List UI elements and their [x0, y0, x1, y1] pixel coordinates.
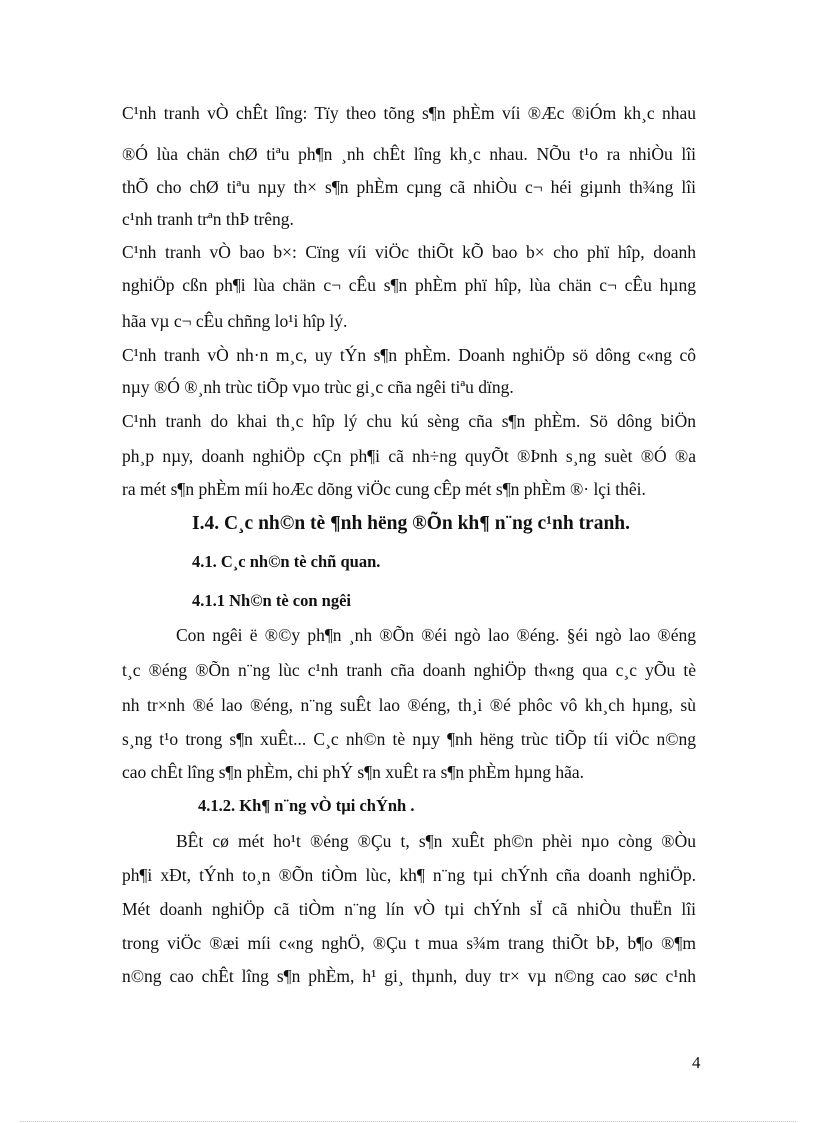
body-line: ph¶i xÐt, tÝnh to¸n ®Õn tiÒm lùc, kh¶ n¨ng tµi chÝnh cña doanh nghiÖp.	[122, 865, 696, 885]
body-line: Mét doanh nghiÖp cã tiÒm n¨ng lín vÒ tµi chÝnh sÏ cã nhiÒu thuËn lîi	[122, 899, 696, 919]
body-line: nghiÖp cßn ph¶i lùa chän c¬ cÊu s¶n phÈm phï hîp, lùa chän c¬ cÊu hµng	[122, 275, 696, 295]
body-line: trong viÖc ®æi míi c«ng nghÖ, ®Çu t mua s¾m trang thiÕt bÞ, b¶o ®¶m	[122, 933, 696, 953]
section-heading-4-1-2: 4.1.2. Kh¶ n¨ng vÒ tµi chÝnh .	[198, 796, 415, 815]
body-line: t¸c ®éng ®Õn n¨ng lùc c¹nh tranh cña doanh nghiÖp th«ng qua c¸c yÕu tè	[122, 660, 696, 680]
body-line: hãa vµ c¬ cÊu chñng lo¹i hîp lý.	[122, 311, 348, 331]
body-line: nµy ®Ó ®¸nh trùc tiÕp vµo trùc gi¸c cña ngêi tiªu dïng.	[122, 377, 514, 397]
body-line: BÊt cø mét ho¹t ®éng ®Çu t, s¶n xuÊt ph©n phèi nµo còng ®Òu	[176, 831, 696, 851]
body-line: C¹nh tranh do khai th¸c hîp lý chu kú sèng cña s¶n phÈm. Sö dông biÖn	[122, 411, 696, 431]
body-line: C¹nh tranh vÒ nh·n m¸c, uy tÝn s¶n phÈm. Doanh nghiÖp sö dông c«ng cô	[122, 345, 696, 365]
body-line: C¹nh tranh vÒ bao b×: Cïng víi viÖc thiÕt kÕ bao b× cho phï hîp, doanh	[122, 242, 696, 262]
body-line: s¸ng t¹o trong s¶n xuÊt... C¸c nh©n tè nµy ¶nh hëng trùc tiÕp tíi viÖc n©ng	[122, 729, 696, 749]
body-line: n©ng cao chÊt lîng s¶n phÈm, h¹ gi¸ thµnh, duy tr× vµ n©ng cao søc c¹nh	[122, 966, 696, 986]
body-line: cao chÊt lîng s¶n phÈm, chi phÝ s¶n xuÊt ra s¶n phÈm hµng hãa.	[122, 762, 585, 782]
page-number: 4	[692, 1053, 701, 1072]
body-line: Con ngêi ë ®©y ph¶n ¸nh ®Õn ®éi ngò lao ®éng. §éi ngò lao ®éng	[176, 625, 696, 645]
page-bottom-divider	[20, 1121, 796, 1122]
body-line: C¹nh tranh vÒ chÊt lîng: Tïy theo tõng s¶n phÈm víi ®Æc ®iÓm kh¸c nhau	[122, 103, 696, 123]
body-line: thÕ cho chØ tiªu nµy th× s¶n phÈm cµng cã nhiÒu c¬ héi giµnh th¾ng lîi	[122, 177, 696, 197]
section-heading-main: I.4. C¸c nh©n tè ¶nh hëng ®Õn kh¶ n¨ng c¹nh tranh.	[192, 513, 631, 534]
body-line: ph¸p nµy, doanh nghiÖp cÇn ph¶i cã nh÷ng quyÕt ®Þnh s¸ng suèt ®Ó ®a	[122, 446, 696, 466]
body-line: ®Ó lùa chän chØ tiªu ph¶n ¸nh chÊt lîng kh¸c nhau. NÕu t¹o ra nhiÒu lîi	[122, 144, 696, 164]
body-line: c¹nh tranh trªn thÞ trêng.	[122, 209, 294, 229]
section-heading-4-1: 4.1. C¸c nh©n tè chñ quan.	[192, 552, 381, 571]
body-line: ra mét s¶n phÈm míi hoÆc dõng viÖc cung cÊp mét s¶n phÈm ®· lçi thêi.	[122, 479, 646, 499]
body-line: nh tr×nh ®é lao ®éng, n¨ng suÊt lao ®éng, th¸i ®é phôc vô kh¸ch hµng, sù	[122, 695, 696, 715]
section-heading-4-1-1: 4.1.1 Nh©n tè con ngêi	[192, 591, 351, 610]
